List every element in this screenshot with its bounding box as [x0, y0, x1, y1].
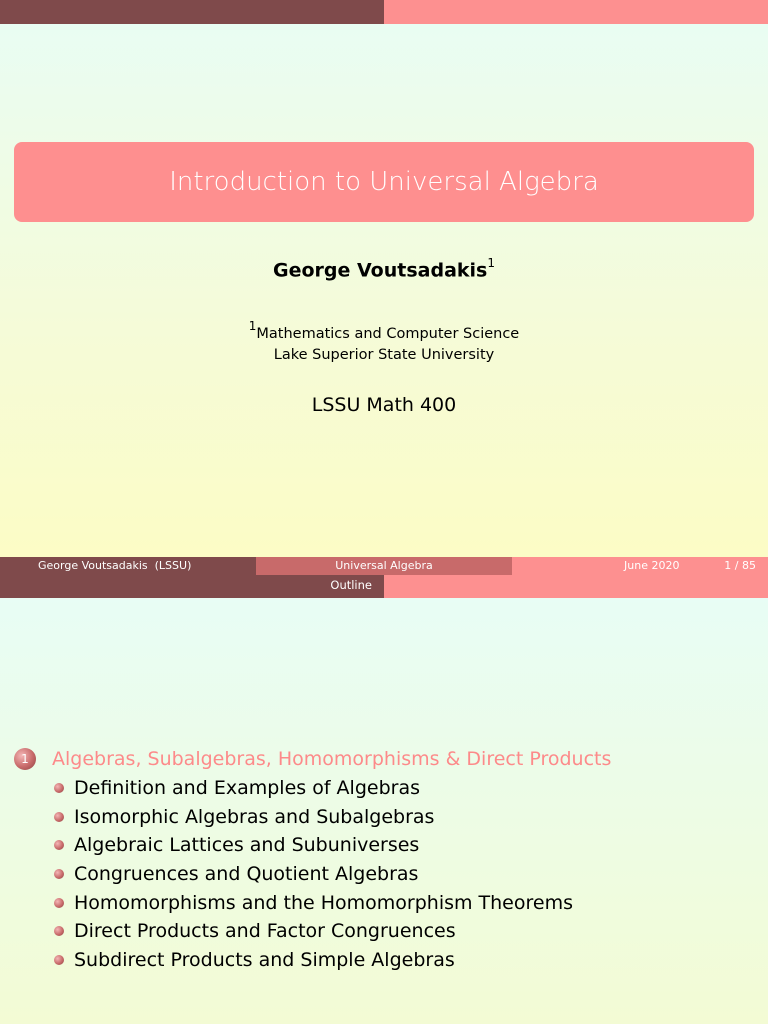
subsection-item[interactable] [54, 888, 573, 917]
bullet-icon [54, 869, 64, 879]
outline-slide [0, 598, 768, 1024]
header-bar-left [0, 0, 384, 24]
footer-date: June 2020 [624, 559, 680, 572]
author-footnote-mark: 1 [487, 256, 495, 270]
section-entry[interactable] [14, 748, 611, 770]
subsection-label[interactable]: Algebraic Lattices and Subuniverses [74, 834, 420, 857]
bullet-icon [54, 926, 64, 936]
subsection-item[interactable] [54, 860, 573, 889]
subsection-item[interactable] [54, 774, 573, 803]
subsection-label[interactable]: Isomorphic Algebras and Subalgebras [74, 805, 435, 828]
affiliation-footnote-mark: 1 [248, 319, 257, 333]
footer-page-number: 1 / 85 [724, 559, 756, 572]
footer-title: Universal Algebra [256, 557, 512, 575]
outline-header-right [384, 575, 768, 598]
subsection-item[interactable] [54, 831, 573, 860]
affiliation-university: Lake Superior State University [273, 346, 495, 363]
bullet-icon [54, 812, 64, 822]
outline-header: Outline [0, 575, 384, 598]
subsection-label[interactable]: Direct Products and Factor Congruences [74, 920, 456, 943]
title-box [14, 142, 754, 222]
subsection-label[interactable]: Definition and Examples of Algebras [74, 777, 420, 800]
course-name: LSSU Math 400 [311, 394, 457, 416]
footer-bar [0, 557, 768, 575]
header-bar-right [384, 0, 768, 24]
footer-right [512, 557, 768, 575]
author-name [0, 258, 768, 281]
subsection-list [54, 774, 573, 974]
subsection-item[interactable] [54, 803, 573, 832]
subsection-item[interactable] [54, 946, 573, 975]
affiliation-department: Mathematics and Computer Science [256, 325, 520, 342]
header-bar [0, 0, 768, 24]
next-slide-header-bar [0, 575, 768, 598]
bullet-icon [54, 898, 64, 908]
subsection-item[interactable] [54, 917, 573, 946]
footer-author: George Voutsadakis (LSSU) [0, 557, 256, 575]
bullet-icon [54, 783, 64, 793]
section-number-ball: 1 [14, 748, 36, 770]
section-title[interactable]: Algebras, Subalgebras, Homomorphisms & Direct Products [52, 748, 612, 770]
subsection-label[interactable]: Congruences and Quotient Algebras [74, 863, 419, 886]
bullet-icon [54, 840, 64, 850]
author-text: George Voutsadakis [273, 259, 488, 282]
presentation-title: Introduction to Universal Algebra [169, 167, 599, 197]
subsection-label[interactable]: Homomorphisms and the Homomorphism Theorems [74, 891, 573, 914]
subsection-label[interactable]: Subdirect Products and Simple Algebras [74, 948, 455, 971]
affiliation [0, 318, 768, 366]
bullet-icon [54, 955, 64, 965]
